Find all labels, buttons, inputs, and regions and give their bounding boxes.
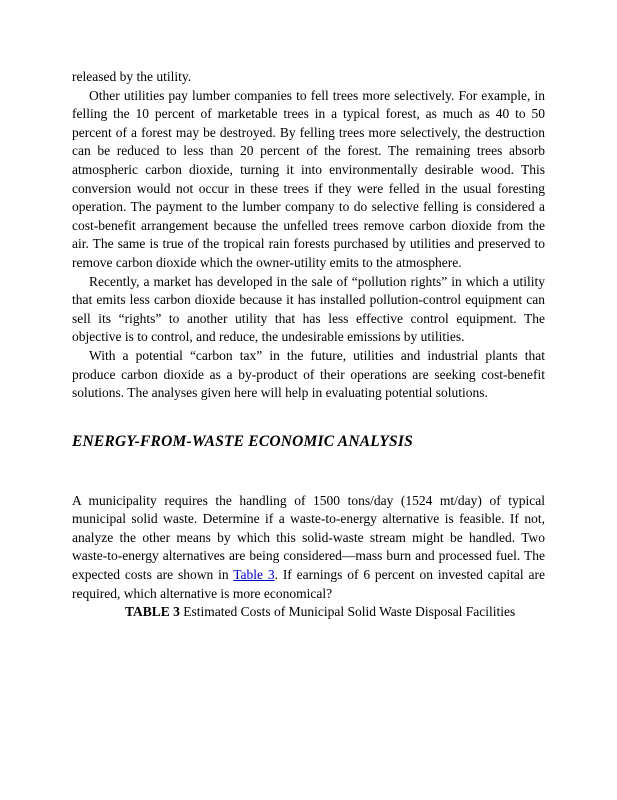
section-heading: ENERGY-FROM-WASTE ECONOMIC ANALYSIS	[72, 432, 413, 450]
table-3-link[interactable]: Table 3	[233, 567, 275, 583]
table-caption-text: Estimated Costs of Municipal Solid Waste Disposal Facilities	[179, 604, 516, 620]
paragraph-pollution-rights: Recently, a market has developed in the sale of “pollution rights” in which a utility that emits less carbon dioxide because it has installed pollution-control equipment can sell its “rights” to another utility that has less effective control equipment. The objective is to control, and reduce, the undesirable emissions by utilities.	[72, 273, 545, 345]
paragraph-problem-statement	[72, 492, 545, 604]
table-caption-label: TABLE 3	[125, 604, 180, 620]
paragraph-selective-felling: Other utilities pay lumber companies to fell trees more selectively. For example, in felling the 10 percent of marketable trees in a typical forest, as much as 40 to 50 percent of a forest may be destroyed. By felling trees more selectively, the destruction can be reduced to less than 20 percent of the forest. The remaining trees absorb atmospheric carbon dioxide, turning it into environmentally desirable wood. This conversion would not occur in these trees if they were felled in the usual foresting operation. The payment to the lumber company to do selective felling is considered a cost-benefit arrangement because the unfelled trees remove carbon dioxide from the air. The same is true of the tropical rain forests purchased by utilities and preserved to remove carbon dioxide which the owner-utility emits to the atmosphere.	[72, 87, 545, 270]
table-caption	[72, 603, 545, 622]
paragraph-continuation: released by the utility.	[72, 69, 192, 84]
paragraph-carbon-tax: With a potential “carbon tax” in the future, utilities and industrial plants that produce carbon dioxide as a by-product of their operations are seeking cost-benefit solutions. The analyses given here will help in evaluating potential solutions.	[72, 347, 545, 401]
paragraph-text-before-link: A municipality requires the handling of 1500 tons/day (1524 mt/day) of typical municipal solid waste. Determine if a waste-to-energy alternative is feasible. If not, analyze the other means by which this solid-waste stream might be handled. Two waste-to-energy alternatives are being considered—mass burn and processed fuel. The expected costs are shown in	[72, 492, 545, 583]
paragraph-text-after-link: . If earnings of 6 percent on invested capital are required, which alternative is more economical?	[72, 567, 545, 601]
